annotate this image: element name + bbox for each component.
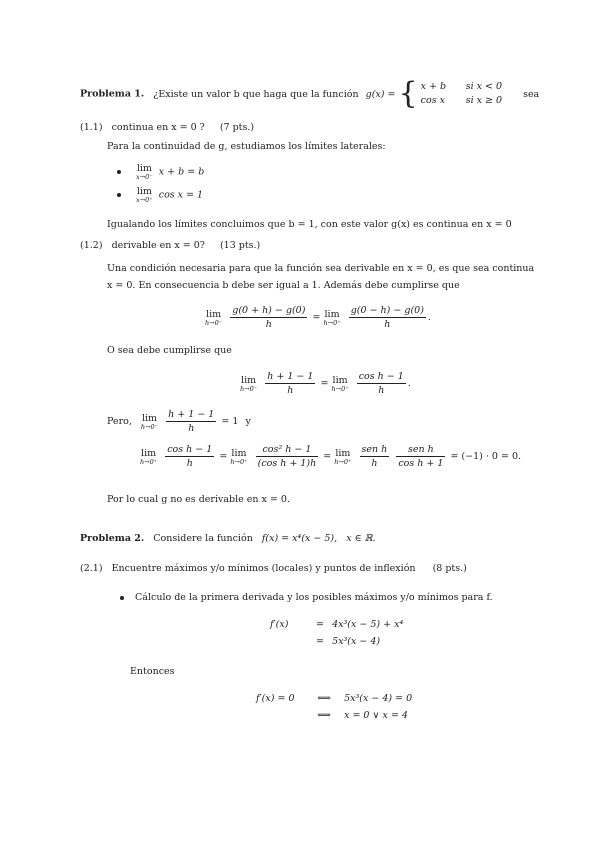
equation-pero — [107, 409, 251, 434]
derivative-equations: f′(x) = 4x³(x − 5) + x⁴ = 5x³(x − 4) — [270, 619, 404, 647]
fraction-right: $\frac{g(0 - h) - g(0)}{h}$ — [350, 305, 424, 330]
case-2-expression: cos x — [420, 95, 445, 106]
fraction-right: $\frac{\text{cos h − 1}}{h}$ — [358, 371, 404, 396]
limit-left-expression: x + b = b — [158, 166, 205, 178]
equals-sign: = — [312, 312, 321, 323]
section-2-1-points: (8 pts.) — [432, 563, 467, 574]
limit-operator: lim h→0⁻ — [140, 412, 159, 431]
bullet-limit-right — [117, 186, 203, 204]
limit-operator: lim h→0⁺ — [331, 374, 349, 393]
bullet-icon — [117, 170, 121, 174]
g-definition: g(x) = — [365, 88, 396, 100]
conjunction-y: y — [245, 416, 251, 427]
bullet-icon — [120, 596, 124, 600]
problem-2-heading: Problema 2. — [80, 533, 145, 544]
iff-symbol: ⟺ — [317, 710, 331, 721]
fraction-3b: $\frac{\text{sen h}}{\text{cos h + 1}}$ — [398, 444, 444, 469]
section-1-2-label: (1.2) — [80, 240, 103, 251]
limit-operator: lim h→0⁺ — [334, 447, 352, 466]
critical-points — [256, 693, 412, 721]
limit-right-expression: cos x = 1 — [158, 189, 204, 201]
iff-symbol: ⟺ — [317, 693, 331, 704]
function-definition: f(x) = x⁴(x − 5), — [261, 533, 338, 544]
equation-tail: = (−1) · 0 = 0. — [450, 451, 522, 462]
fraction-left: $\frac{g(0 + h) - g(0)}{h}$ — [232, 305, 306, 330]
equals-sign: = — [320, 378, 329, 389]
problem-1-statement — [80, 76, 540, 111]
section-1-2-text-2: O sea debe cumplirse que — [107, 345, 232, 356]
problem-2-statement — [80, 533, 376, 544]
left-brace: { — [398, 76, 418, 111]
fraction: $\frac{h + 1 - 1}{h}$ — [168, 409, 215, 434]
fraction-2: $\frac{\text{cos² h − 1}}{\text{(cos h + 1)h}}$ — [257, 444, 317, 469]
limit-operator: lim h→0⁻ — [240, 374, 258, 393]
problem-1-trailing: sea — [523, 88, 540, 100]
limit-operator: lim h→0⁺ — [140, 447, 158, 466]
bullet-derivative-text: Cálculo de la primera derivada y los posibles máximos y/o mínimos para f. — [135, 592, 493, 603]
equation-derivative-condition: lim h→0⁻ $\frac{g(0 + h) - g(0)}{h}$ = lim h→0⁺ $\frac{g(0 - h) - g(0)}{h}$ . — [205, 305, 431, 330]
limit-operator: lim h→0⁺ — [323, 308, 341, 327]
section-1-2-text-line-2: x = 0. En consecuencia b debe ser igual a 1. Además debe cumplirse que — [107, 280, 460, 291]
section-1-2-title: derivable en x = 0? — [111, 240, 205, 251]
section-1-1-title: continua en x = 0 ? — [111, 122, 205, 133]
section-1-2-header — [80, 240, 260, 251]
problem-2-intro: Considere la función — [153, 533, 253, 544]
section-2-1-title: Encuentre máximos y/o mínimos (locales) y puntos de inflexión — [111, 563, 416, 574]
fraction-left: $\frac{h + 1 - 1}{h}$ — [267, 371, 314, 396]
equation-cos-limit: lim h→0⁺ $\frac{\text{cos h − 1}}{h}$ = lim h→0⁺ $\frac{\text{cos² h − 1}}{\text{(cos h + 1)h}}$ = lim h→0⁺ $\frac{\text{sen h}}{h}$ $\frac{\text{sen h}}{\text{cos h + 1}}$ = (−1) · 0 = 0. — [140, 444, 522, 469]
limit-operator: lim h→0⁺ — [230, 447, 248, 466]
derivative-line-2: 5x³(x − 4) — [332, 636, 381, 647]
problem-1-heading: Problema 1. — [80, 88, 145, 100]
critical-line-1: 5x³(x − 4) = 0 — [344, 693, 413, 704]
bullet-derivative — [120, 592, 493, 603]
section-1-1-text: Para la continuidad de g, estudiamos los límites laterales: — [107, 141, 386, 152]
limit-operator: lim x→0⁻ — [136, 163, 153, 181]
section-1-2-final: Por lo cual g no es derivable en x = 0. — [107, 494, 290, 505]
limit-operator: lim h→0⁻ — [205, 308, 223, 327]
problem-1-intro: ¿Existe un valor b que haga que la función — [153, 88, 359, 100]
critical-line-2: x = 0 ∨ x = 4 — [344, 710, 408, 721]
section-1-2-text-line-1: Una condición necesaria para que la función sea derivable en x = 0, es que sea continua — [107, 263, 535, 274]
derivative-lhs: f′(x) — [270, 619, 289, 630]
pero-label: Pero, — [107, 416, 132, 427]
section-1-2-points: (13 pts.) — [219, 240, 261, 251]
fraction-3a: $\frac{\text{sen h}}{h}$ — [361, 444, 388, 469]
function-domain: x ∈ ℝ. — [346, 533, 376, 544]
fraction-1: $\frac{\text{cos h − 1}}{h}$ — [167, 444, 213, 469]
equation-rhs: = 1 — [221, 416, 239, 427]
critical-lhs: f′(x) = 0 — [256, 693, 295, 704]
case-1-condition: si x < 0 — [465, 81, 503, 92]
section-1-1-points: (7 pts.) — [219, 122, 255, 133]
entonces-label: Entonces — [130, 666, 175, 677]
section-1-1-label: (1.1) — [80, 122, 103, 133]
bullet-limit-left — [117, 163, 204, 181]
section-1-1-conclusion: Igualando los límites concluimos que b = 1, con este valor g(x) es continua en x = 0 — [107, 219, 512, 230]
section-2-1-label: (2.1) — [80, 563, 103, 574]
bullet-icon — [117, 193, 121, 197]
equation-limits-compare: lim h→0⁻ $\frac{h + 1 - 1}{h}$ = lim h→0⁺ $\frac{\text{cos h − 1}}{h}$ . — [240, 371, 411, 396]
case-1-expression: x + b — [420, 81, 447, 92]
derivative-line-1: 4x³(x − 5) + x⁴ — [332, 619, 404, 630]
case-2-condition: si x ≥ 0 — [465, 95, 503, 106]
piecewise-cases — [421, 80, 502, 108]
limit-operator: lim x→0⁺ — [136, 186, 153, 204]
section-1-1-header — [80, 122, 254, 133]
section-2-1-header — [80, 563, 467, 574]
